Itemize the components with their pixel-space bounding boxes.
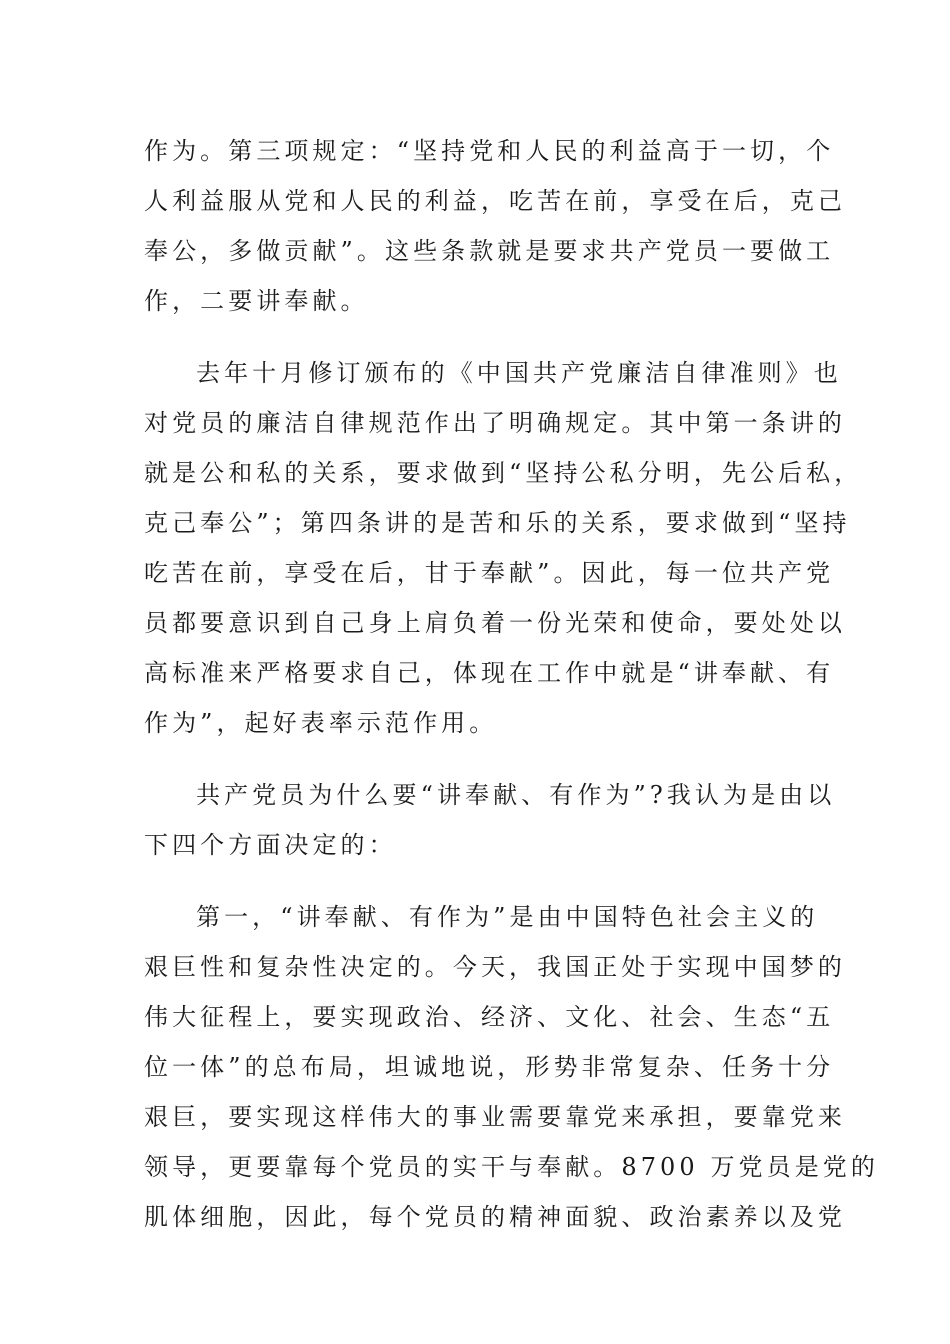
- paragraph-spacing: [144, 748, 804, 770]
- text-line: 作为”，起好表率示范作用。: [144, 709, 498, 737]
- text-line: 就是公和私的关系，要求做到“坚持公私分明，先公后私，: [144, 459, 863, 487]
- paragraph: [144, 348, 863, 748]
- text-line: 对党员的廉洁自律规范作出了明确规定。其中第一条讲的: [144, 409, 846, 437]
- text-line: 员都要意识到自己身上肩负着一份光荣和使命，要处处以: [144, 609, 846, 637]
- text-line: 奉公，多做贡献”。这些条款就是要求共产党员一要做工: [144, 237, 835, 265]
- text-line: 作，二要讲奉献。: [144, 287, 369, 315]
- text-line: 高标准来严格要求自己，体现在工作中就是“讲奉献、有: [144, 659, 835, 687]
- text-line: 下四个方面决定的：: [144, 831, 397, 859]
- paragraph-spacing: [144, 870, 804, 892]
- document-body: [144, 126, 879, 1242]
- paragraph-spacing: [144, 326, 804, 348]
- text-line: 艰巨性和复杂性决定的。今天，我国正处于实现中国梦的: [144, 953, 846, 981]
- text-line: 第一，“讲奉献、有作为”是由中国特色社会主义的: [196, 903, 819, 931]
- paragraph: [144, 770, 836, 870]
- paragraph: [144, 892, 879, 1242]
- paragraph: [144, 126, 846, 326]
- text-line: 共产党员为什么要“讲奉献、有作为”?我认为是由以: [196, 781, 836, 809]
- text-line: 位一体”的总布局，坦诚地说，形势非常复杂、任务十分: [144, 1053, 835, 1081]
- text-line: 去年十月修订颁布的《中国共产党廉洁自律准则》也: [196, 359, 842, 387]
- text-line: 克己奉公”；第四条讲的是苦和乐的关系，要求做到“坚持: [144, 509, 851, 537]
- text-line: 伟大征程上，要实现政治、经济、文化、社会、生态“五: [144, 1003, 835, 1031]
- text-line: 领导，更要靠每个党员的实干与奉献。8700 万党员是党的: [144, 1153, 879, 1181]
- text-line: 人利益服从党和人民的利益，吃苦在前，享受在后，克己: [144, 187, 846, 215]
- text-line: 吃苦在前，享受在后，甘于奉献”。因此，每一位共产党: [144, 559, 835, 587]
- text-line: 肌体细胞，因此，每个党员的精神面貌、政治素养以及党: [144, 1203, 846, 1231]
- text-line: 艰巨，要实现这样伟大的事业需要靠党来承担，要靠党来: [144, 1103, 846, 1131]
- text-line: 作为。第三项规定：“坚持党和人民的利益高于一切，个: [144, 137, 835, 165]
